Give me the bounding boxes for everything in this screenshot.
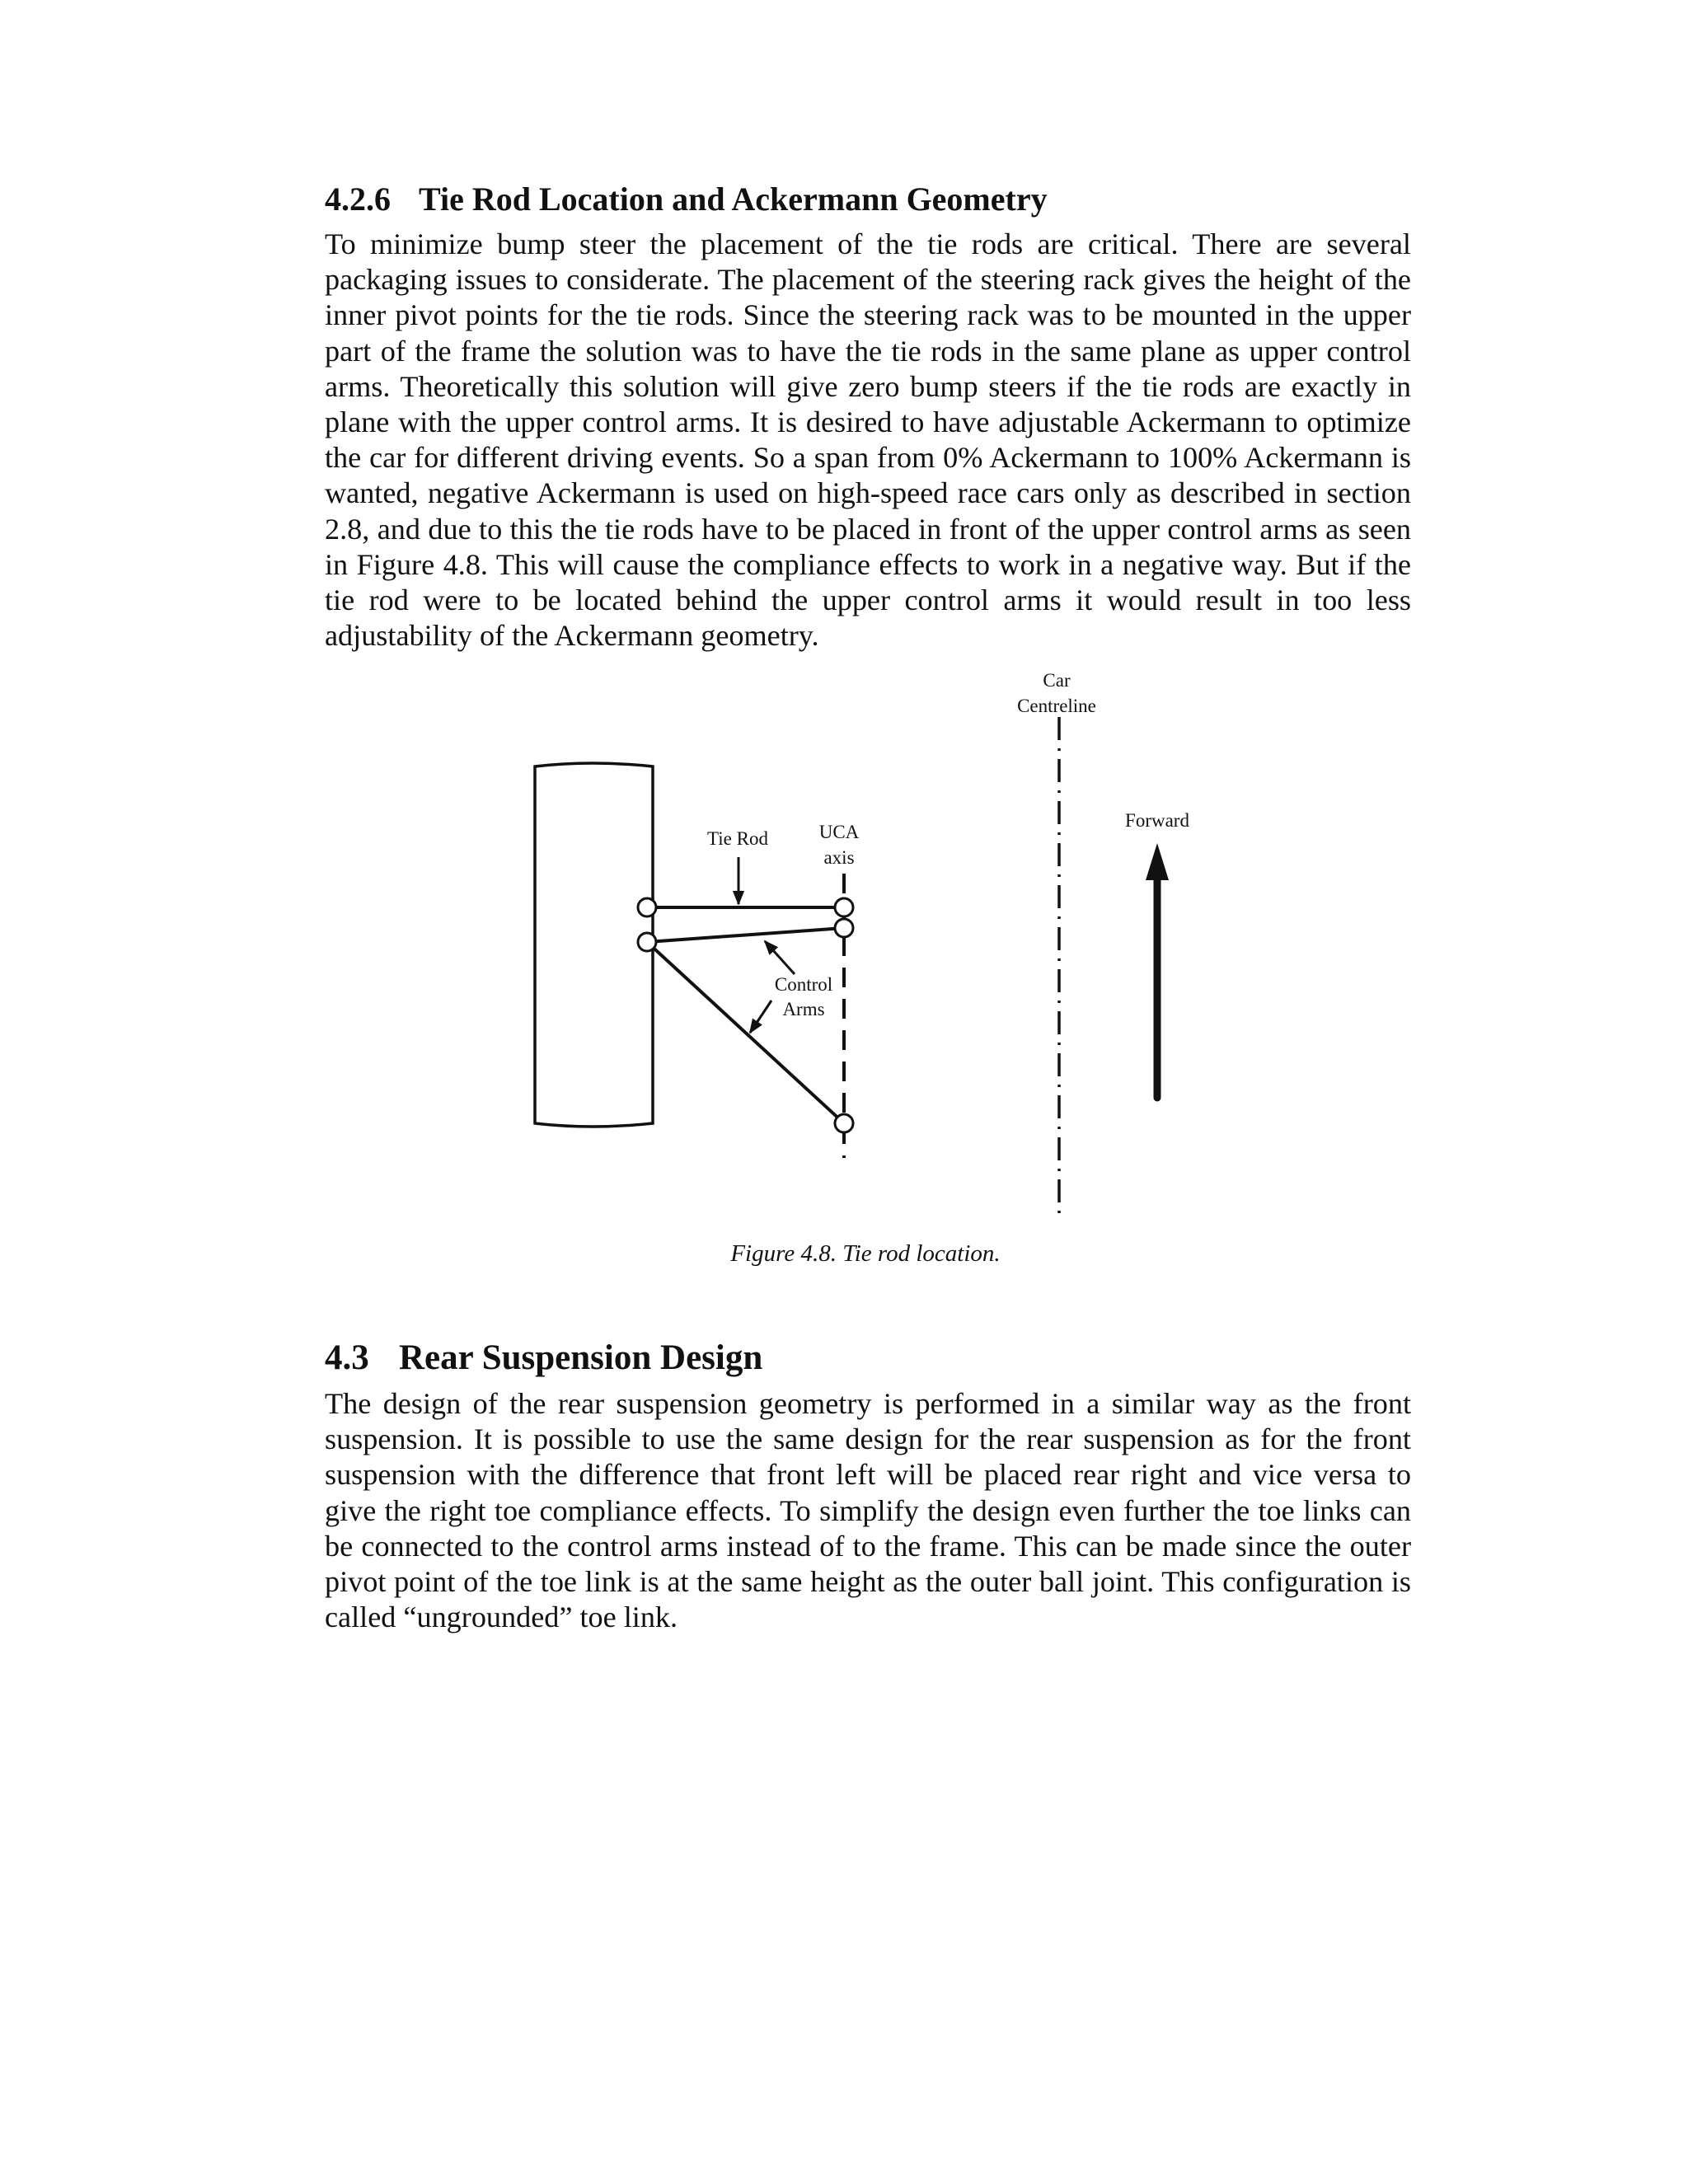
section-title: Tie Rod Location and Ackermann Geometry [419,180,1048,218]
forward-arrow-head [1146,843,1169,880]
section-4-2-6-paragraph: To minimize bump steer the placement of the tie rods are critical. There are several packaging issues to considerate. The placement of the steering rack gives the height of the inner pivot points for the tie rods. Since the steering rack was to be mounted in the upper part of the frame the solution was to have the tie rods in the same plane as upper control arms. Theoretically this solution will give zero bump steers if the tie rods are exactly in plane with the upper control arms. It is desired to have adjustable Ackermann to optimize the car for different driving events. So a span from 0% Ackermann to 100% Ackermann is wanted, negative Ackermann is used on high-speed race cars only as described in section 2.8, and due to this the tie rods have to be placed in front of the upper control arms as seen in Figure 4.8. This will cause the compliance effects to work in a negative way. But if the tie rod were to be located behind the upper control arms it would result in too less adjustability of the Ackermann geometry. [325,227,1411,653]
label-centreline: Centreline [1017,696,1096,716]
section-number: 4.3 [325,1338,369,1377]
label-forward: Forward [1125,810,1189,831]
label-axis: axis [823,847,855,868]
label-uca: UCA [818,822,860,842]
upper-control-arm-rear [647,942,844,1123]
label-control: Control [774,974,833,995]
figure-caption: Figure 4.8. Tie rod location. [730,1240,1001,1267]
tie-rod-outer-joint [638,898,656,916]
label-arms: Arms [782,999,825,1019]
section-number: 4.2.6 [325,180,391,218]
wheel-outline [535,763,653,1127]
section-4-3-paragraph: The design of the rear suspension geometry is performed in a similar way as the front suspension. It is possible to use the same design for the rear suspension as for the front suspension with the difference that front left will be placed rear right and vice versa to give the right toe compliance effects. To simplify the design even further the toe links can be connected to the control arms instead of to the frame. This can be made since the outer pivot point of the toe link is at the same height as the outer ball joint. This configuration is called “ungrounded” toe link. [325,1387,1411,1634]
label-tie-rod: Tie Rod [707,828,768,849]
control-arm-front-inner-joint [835,919,853,937]
control-arm-pointer-arrow-upper [765,941,795,974]
section-title: Rear Suspension Design [399,1338,763,1377]
label-car: Car [1043,670,1071,691]
section-4-3-heading [325,1338,762,1378]
control-arm-outer-joint [638,933,656,951]
tie-rod-inner-joint [835,898,853,916]
control-arm-pointer-arrow-lower [750,1001,771,1033]
control-arm-rear-inner-joint [835,1114,853,1132]
upper-control-arm-front [647,928,844,942]
